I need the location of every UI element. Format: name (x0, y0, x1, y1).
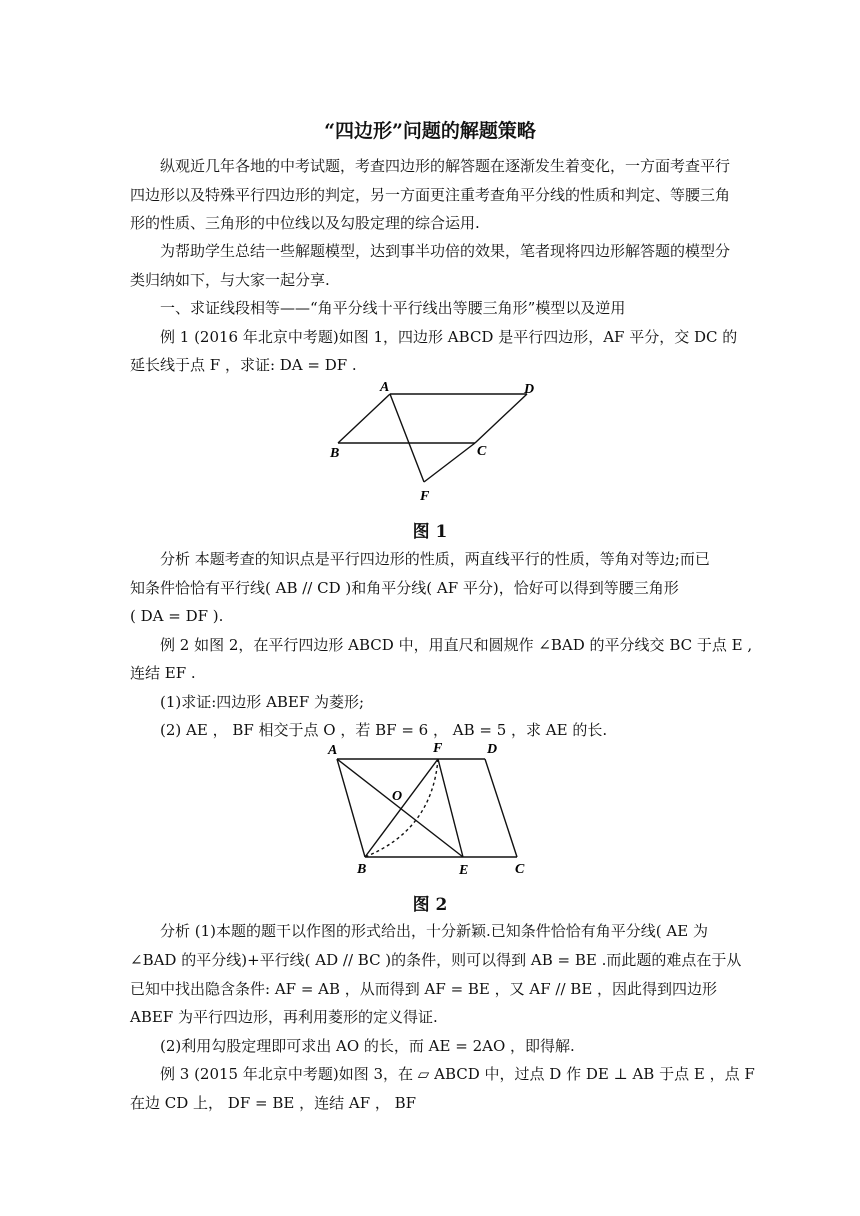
label-D: D (524, 382, 535, 397)
label-B: B (357, 862, 367, 875)
label-A: A (380, 380, 390, 395)
paragraph-line: 四边形以及特殊平行四边形的判定，另一方面更注重考查角平分线的性质和判定、等腰三角 (130, 186, 731, 204)
example-1-line: 延长线于点 F ，求证: DA = DF . (130, 356, 357, 374)
label-F: F (433, 741, 443, 756)
analysis-2-line: ABEF 为平行四边形，再利用菱形的定义得证. (130, 1008, 438, 1026)
analysis-1-line: ( DA = DF ). (130, 607, 224, 625)
analysis-2-line: 分析 (1)本题的题干以作图的形式给出，十分新颖.已知条件恰恰有角平分线( AE 为 (160, 922, 708, 940)
example-1-line: 例 1 (2016 年北京中考题)如图 1，四边形 ABCD 是平行四边形，AF 平分，交 DC 的 (160, 328, 738, 346)
paragraph-line: 类归纳如下，与大家一起分享. (130, 271, 330, 289)
label-E: E (459, 863, 469, 875)
page-title: “四边形”问题的解题策略 (324, 120, 536, 142)
example-2-line: (2) AE ， BF 相交于点 O ，若 BF = 6 ， AB = 5 ，求 AE 的长. (160, 721, 608, 739)
analysis-2-line: ∠BAD 的平分线)+平行线( AD // BC )的条件，则可以得到 AB = BE .而此题的难点在于从 (130, 951, 742, 969)
label-D: D (487, 742, 498, 757)
label-F: F (420, 489, 430, 504)
figure-2-diagram (320, 740, 550, 875)
label-C: C (477, 444, 487, 459)
figure-1-diagram (320, 377, 560, 507)
figure-1-caption: 图 1 (412, 522, 448, 542)
label-O: O (392, 789, 403, 804)
section-heading: 一、求证线段相等——“角平分线十平行线出等腰三角形”模型以及逆用 (160, 299, 626, 317)
analysis-1-line: 知条件恰恰有平行线( AB // CD )和角平分线( AF 平分)，恰好可以得到等腰三角形 (130, 579, 679, 597)
paragraph-line: 形的性质、三角形的中位线以及勾股定理的综合运用. (130, 214, 480, 232)
label-C: C (515, 862, 525, 875)
example-2-line: 连结 EF . (130, 664, 196, 682)
analysis-1-line: 分析 本题考查的知识点是平行四边形的性质，两直线平行的性质，等角对等边;而已 (160, 550, 710, 568)
example-2-line: (1)求证:四边形 ABEF 为菱形; (160, 693, 365, 711)
example-2-line: 例 2 如图 2，在平行四边形 ABCD 中，用直尺和圆规作 ∠BAD 的平分线交 BC 于点 E , (160, 636, 753, 654)
analysis-2-line: (2)利用勾股定理即可求出 AO 的长，而 AE = 2AO ，即得解. (160, 1037, 575, 1055)
label-A: A (328, 743, 338, 758)
example-3-line: 例 3 (2015 年北京中考题)如图 3，在 ▱ ABCD 中，过点 D 作 DE ⊥ AB 于点 E ，点 F (160, 1065, 755, 1083)
label-B: B (330, 446, 340, 461)
paragraph-line: 纵观近几年各地的中考试题，考查四边形的解答题在逐渐发生着变化，一方面考查平行 (160, 157, 731, 175)
paragraph-line: 为帮助学生总结一些解题模型，达到事半功倍的效果，笔者现将四边形解答题的模型分 (160, 242, 731, 260)
analysis-2-line: 已知中找出隐含条件: AF = AB ，从而得到 AF = BE ，又 AF // BE ，因此得到四边形 (130, 980, 718, 998)
figure-2-caption: 图 2 (412, 895, 448, 915)
example-3-line: 在边 CD 上， DF = BE ，连结 AF ， BF (130, 1094, 417, 1112)
